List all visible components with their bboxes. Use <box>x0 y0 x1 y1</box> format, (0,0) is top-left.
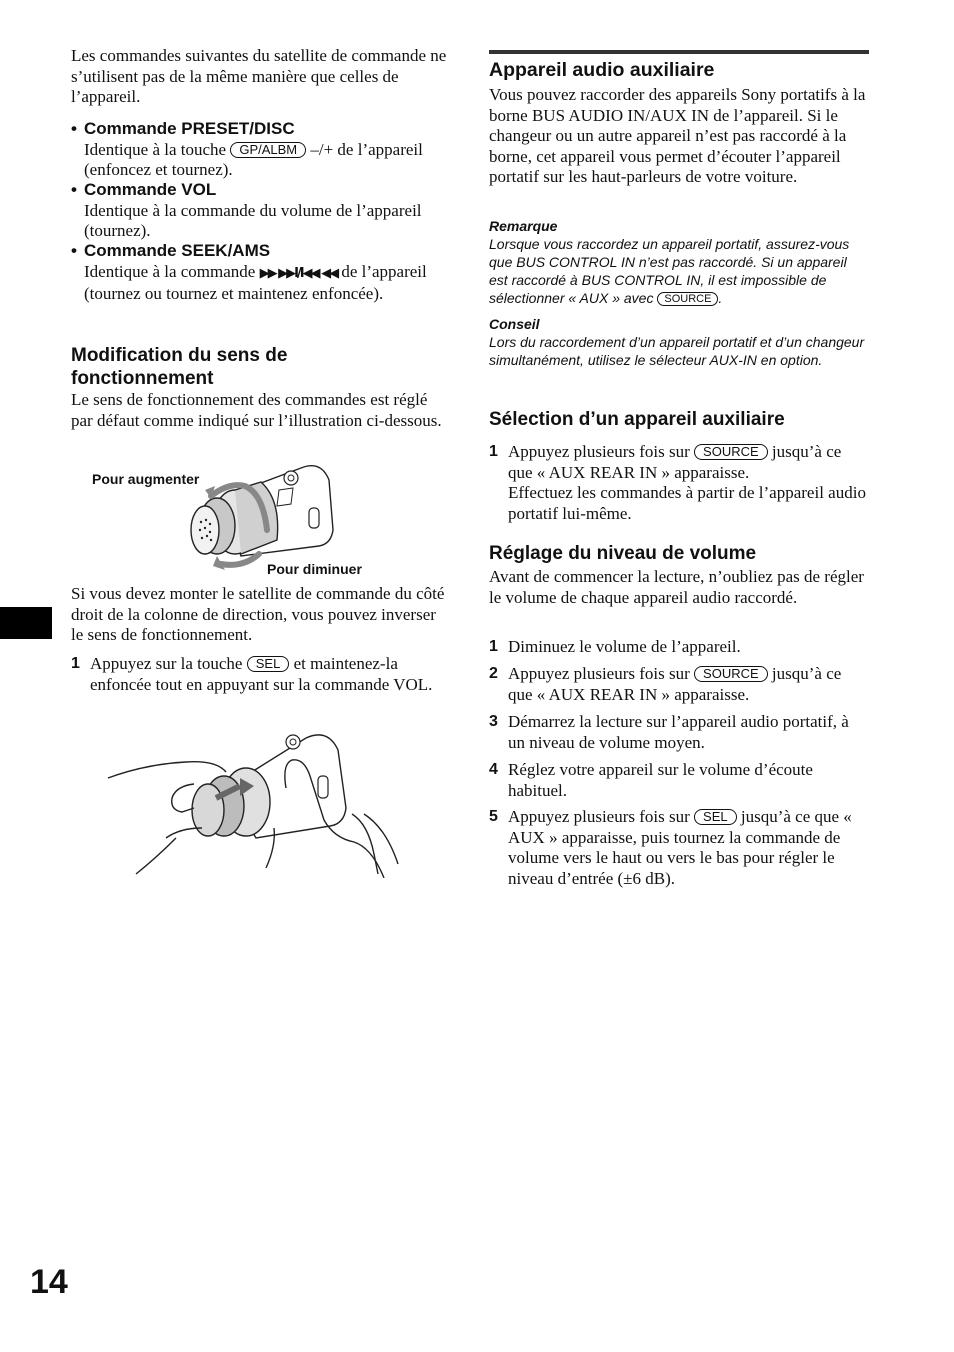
figure-rotary-commander <box>71 460 451 580</box>
label-pour-diminuer: Pour diminuer <box>267 561 362 577</box>
volume-intro-paragraph: Avant de commencer la lecture, n’oubliez pas de régler le volume de chaque appareil audio raccordé. <box>489 567 864 607</box>
heading-selection: Sélection d’un appareil auxiliaire <box>489 409 785 430</box>
bullet-text: Identique à la touche GP/ALBM –/+ de l’appareil (enfoncez et tournez). <box>84 139 423 179</box>
step-number: 1 <box>71 655 80 672</box>
step-text: Réglez votre appareil sur le volume d’écoute habituel. <box>508 760 813 800</box>
label-pour-augmenter: Pour augmenter <box>92 471 200 487</box>
source-button-label: SOURCE <box>694 666 768 682</box>
section-heading-modification: Modification du sens de fonctionnement <box>71 345 288 389</box>
source-button-label: SOURCE <box>694 444 768 460</box>
hand-pressing-sel-illustration <box>106 728 406 878</box>
volume-step-1 <box>489 637 869 658</box>
volume-step-4 <box>489 760 869 801</box>
rotary-commander-illustration <box>181 460 341 580</box>
section-tab-marker <box>0 607 52 639</box>
step-text: Appuyez sur la touche SEL et maintenez-la enfoncée tout en appuyant sur la commande VOL. <box>90 654 433 694</box>
bullet-preset-disc: • Commande PRESET/DISC Identique à la touche GP/ALBM –/+ de l’appareil (enfoncez et tournez). <box>71 119 451 181</box>
section-paragraph: Le sens de fonctionnement des commandes est réglé par défaut comme indiqué sur l’illustration ci-dessous. <box>71 390 442 430</box>
heading-volume: Réglage du niveau de volume <box>489 543 757 564</box>
step-text: Diminuez le volume de l’appareil. <box>508 637 741 656</box>
step-extra-text: Effectuez les commandes à partir de l’appareil audio portatif lui-même. <box>508 483 866 523</box>
step-text: Appuyez plusieurs fois sur SOURCE jusqu’à ce que « AUX REAR IN » apparaisse. <box>508 664 842 704</box>
sel-button-label: SEL <box>247 656 290 672</box>
bullet-title: Commande PRESET/DISC <box>84 119 295 138</box>
intro-paragraph: Les commandes suivantes du satellite de commande ne s’utilisent pas de la même manière que celles de l’appareil. <box>71 46 447 106</box>
note-text: Lors du raccordement d’un appareil portatif et d’un changeur simultanément, utilisez le sélecteur AUX-IN en option. <box>489 334 865 368</box>
volume-step-2 <box>489 664 869 705</box>
bullet-text: Identique à la commande ▶▶ ▶▶I/I◀◀ ◀◀ de l’appareil (tournez ou tournez et maintenez enfoncée). <box>84 261 427 303</box>
sel-button-label: SEL <box>694 809 737 825</box>
note-title: Remarque <box>489 218 558 234</box>
note-remarque <box>489 217 869 307</box>
seek-symbols: ▶▶ ▶▶I/I◀◀ ◀◀ <box>259 265 338 281</box>
step-number: 1 <box>489 443 498 460</box>
bullet-vol: • Commande VOL Identique à la commande du volume de l’appareil (tournez). <box>71 180 451 242</box>
step-number: 4 <box>489 761 498 778</box>
aux-intro-paragraph: Vous pouvez raccorder des appareils Sony portatifs à la borne BUS AUDIO IN/AUX IN de l’appareil. Si le changeur ou un autre appareil n’est pas raccordé à la borne, cet appareil vous permet d’écouter l’appareil portatif sur les haut-parleurs de votre voiture. <box>489 85 866 186</box>
step-text: Appuyez plusieurs fois sur SOURCE jusqu’à ce que « AUX REAR IN » apparaisse. <box>508 442 842 482</box>
page-number: 14 <box>30 1263 68 1301</box>
step-number: 3 <box>489 713 498 730</box>
source-button-label: SOURCE <box>657 292 718 306</box>
mount-right-paragraph: Si vous devez monter le satellite de commande du côté droit de la colonne de direction, vous pouvez inverser le sens de fonctionnement. <box>71 584 445 644</box>
note-conseil <box>489 315 869 369</box>
bullet-seek-ams: • Commande SEEK/AMS Identique à la commande ▶▶ ▶▶I/I◀◀ ◀◀ de l’appareil (tournez ou tournez et maintenez enfoncée). <box>71 241 451 305</box>
step-number: 5 <box>489 808 498 825</box>
step-text: Démarrez la lecture sur l’appareil audio portatif, à un niveau de volume moyen. <box>508 712 849 752</box>
note-text: Lorsque vous raccordez un appareil portatif, assurez-vous que BUS CONTROL IN n’est pas raccordé. Si un appareil est raccordé à BUS CONTROL IN, il est impossible de sélectionner « AUX » avec SOURCE . <box>489 236 850 306</box>
bullet-title: Commande VOL <box>84 180 217 199</box>
section-rule <box>489 50 869 54</box>
step-number: 1 <box>489 638 498 655</box>
step-invert-direction <box>71 654 451 695</box>
step-select-aux <box>489 442 869 524</box>
note-title: Conseil <box>489 316 540 332</box>
gp-albm-button-label: GP/ALBM <box>230 142 306 158</box>
bullet-text: Identique à la commande du volume de l’appareil (tournez). <box>84 200 422 240</box>
volume-step-5 <box>489 807 869 889</box>
volume-step-3 <box>489 712 869 753</box>
step-text: Appuyez plusieurs fois sur SEL jusqu’à ce que « AUX » apparaisse, puis tournez la commande de volume vers le haut ou vers le bas pour régler le niveau d’entrée (±6 dB). <box>508 807 852 888</box>
step-number: 2 <box>489 665 498 682</box>
bullet-title: Commande SEEK/AMS <box>84 241 271 260</box>
heading-appareil-audio: Appareil audio auxiliaire <box>489 59 715 81</box>
